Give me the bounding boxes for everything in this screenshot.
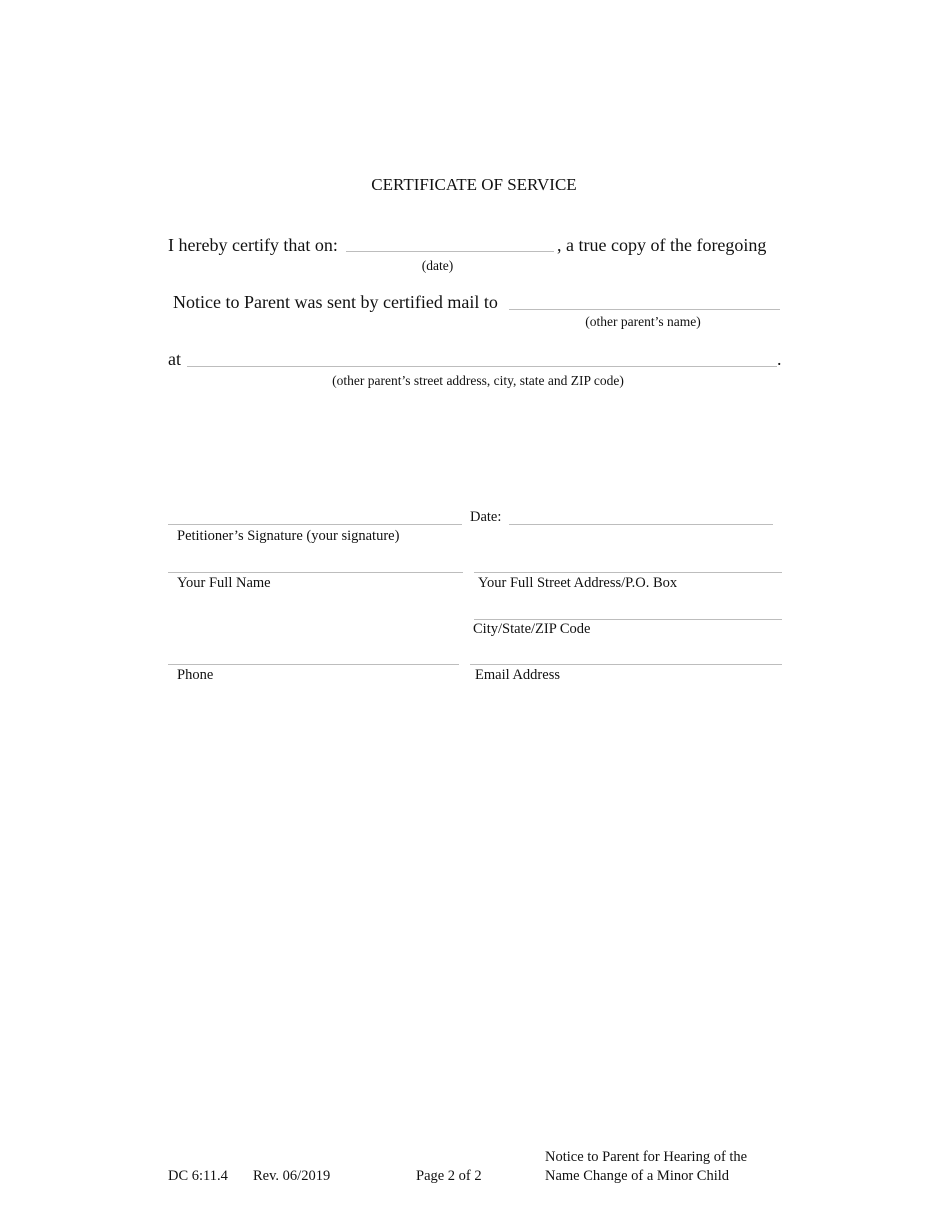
city-state-zip-field[interactable]: [474, 619, 782, 620]
certify-suffix: , a true copy of the foregoing: [557, 235, 767, 255]
signature-label: Petitioner’s Signature (your signature): [177, 528, 400, 544]
phone-label: Phone: [177, 667, 214, 683]
service-date-field[interactable]: [346, 251, 554, 252]
page-title: CERTIFICATE OF SERVICE: [371, 175, 577, 194]
date-label: Date:: [470, 509, 502, 525]
notice-text: Notice to Parent was sent by certified mail to: [173, 292, 498, 312]
address-caption: (other parent’s street address, city, state and ZIP code): [332, 373, 624, 388]
full-name-field[interactable]: [168, 572, 463, 573]
at-label: at: [168, 349, 181, 369]
street-address-field[interactable]: [474, 572, 782, 573]
page-number: Page 2 of 2: [416, 1168, 482, 1184]
email-label: Email Address: [475, 667, 560, 683]
date-caption: (date): [421, 258, 454, 273]
revision: Rev. 06/2019: [253, 1168, 331, 1184]
certify-prefix: I hereby certify that on:: [168, 235, 338, 255]
phone-field[interactable]: [168, 664, 459, 665]
form-title-line2: Name Change of a Minor Child: [545, 1168, 730, 1184]
name-caption: (other parent’s name): [585, 314, 701, 329]
other-parent-name-field[interactable]: [509, 309, 780, 310]
signature-date-field[interactable]: [509, 524, 773, 525]
city-label: City/State/ZIP Code: [473, 621, 591, 637]
other-parent-address-field[interactable]: [187, 366, 777, 367]
full-name-label: Your Full Name: [177, 575, 271, 591]
street-label: Your Full Street Address/P.O. Box: [478, 575, 678, 591]
email-field[interactable]: [470, 664, 782, 665]
signature-field[interactable]: [168, 524, 462, 525]
period: .: [777, 349, 782, 369]
form-title-line1: Notice to Parent for Hearing of the: [545, 1149, 748, 1165]
form-number: DC 6:11.4: [168, 1168, 228, 1184]
